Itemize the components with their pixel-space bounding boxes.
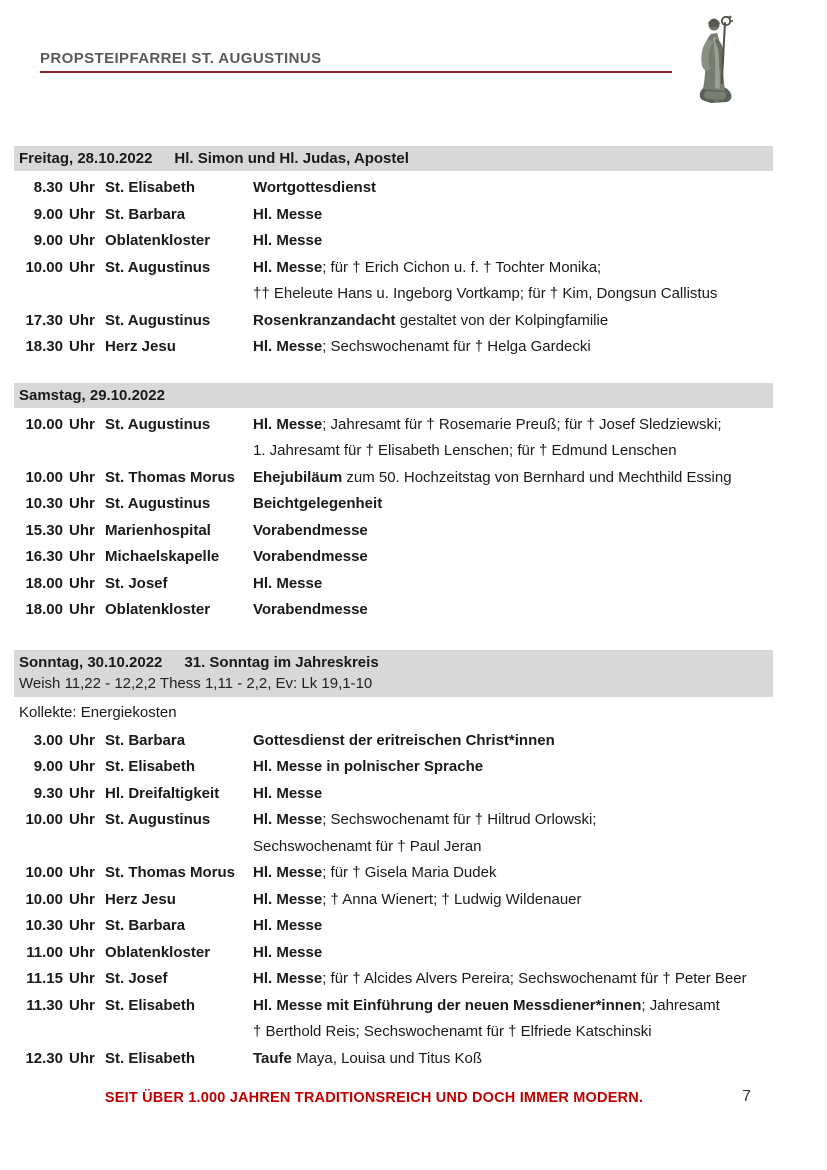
schedule-row [14, 728, 773, 755]
row-intentions: ; für † Alcides Alvers Pereira; Sechswochenamt für † Peter Beer [322, 970, 747, 987]
row-time-unit: Uhr [69, 258, 95, 276]
row-location: Herz Jesu [105, 338, 176, 355]
row-location: St. Josef [105, 574, 168, 592]
row-time [17, 281, 63, 308]
day-subtitle: Hl. Simon und Hl. Judas, Apostel [174, 150, 409, 167]
day-header-bar [14, 650, 773, 697]
day-date: Freitag, 28.10.2022 [19, 150, 153, 167]
row-time: 10.00 [25, 258, 63, 276]
row-time: 9.30 [33, 784, 63, 802]
row-service-type: Ehejubiläum [253, 468, 343, 486]
row-description [253, 491, 773, 518]
row-description [253, 807, 773, 834]
row-location [105, 281, 247, 308]
day-subtitle: 31. Sonntag im Jahreskreis [184, 653, 379, 671]
schedule-row-continuation [14, 438, 773, 465]
row-description [253, 438, 773, 465]
row-description [253, 887, 773, 914]
row-description [253, 860, 773, 887]
schedule-row [14, 1046, 773, 1073]
footer-motto: SEIT ÜBER 1.000 JAHREN TRADITIONSREICH UND DOCH IMMER MODERN. [104, 1090, 644, 1106]
row-intentions: zum 50. Hochzeitstag von Bernhard und Mechthild Essing [342, 468, 732, 486]
day-header-bar [14, 383, 773, 408]
collection-note: Kollekte: Energiekosten [19, 703, 177, 721]
row-time-unit: Uhr [69, 468, 95, 486]
row-time: 3.00 [33, 731, 63, 749]
row-location: Michaelskapelle [105, 548, 220, 565]
row-service-type: Hl. Messe [253, 415, 323, 433]
row-time-unit: Uhr [69, 205, 95, 223]
row-time-unit: Uhr [69, 890, 95, 908]
row-location: St. Elisabeth [105, 179, 196, 196]
row-location: St. Augustinus [105, 811, 211, 828]
row-time [17, 1019, 63, 1046]
row-time: 15.30 [25, 521, 63, 539]
row-time-unit: Uhr [69, 179, 95, 196]
schedule-row-continuation [14, 281, 773, 308]
row-time: 10.00 [25, 415, 63, 433]
row-time-unit [69, 281, 99, 308]
row-time: 16.30 [25, 548, 63, 565]
row-time-unit: Uhr [69, 521, 95, 539]
row-service-type: Hl. Messe [253, 864, 323, 881]
row-description [253, 544, 773, 571]
row-description [253, 281, 773, 308]
row-time: 12.30 [25, 1049, 63, 1067]
schedule-row [14, 754, 773, 781]
day-rows [14, 728, 773, 1073]
schedule-row [14, 781, 773, 808]
day-section [14, 146, 773, 361]
row-service-type: Wortgottesdienst [253, 179, 377, 196]
schedule-row [14, 940, 773, 967]
day-header-line [19, 385, 767, 406]
row-description [253, 228, 773, 255]
row-service-type: Vorabendmesse [253, 521, 368, 539]
row-service-type: Rosenkranzandacht [253, 311, 396, 329]
schedule-row [14, 571, 773, 598]
page-title: PROPSTEIPFARREI ST. AUGUSTINUS [40, 50, 322, 67]
row-time-unit: Uhr [69, 1049, 95, 1067]
row-service-type: Hl. Messe [253, 232, 323, 249]
row-time: 10.00 [25, 811, 63, 828]
row-location: Marienhospital [105, 521, 211, 539]
row-location [105, 834, 247, 861]
row-description [253, 597, 773, 624]
row-service-type: Vorabendmesse [253, 601, 368, 618]
row-service-type: Hl. Messe [253, 258, 323, 276]
row-service-type: Hl. Messe [253, 784, 323, 802]
row-intentions: ; † Anna Wienert; † Ludwig Wildenauer [322, 890, 582, 908]
row-service-type: Hl. Messe [253, 890, 323, 908]
row-service-type: Hl. Messe [253, 811, 323, 828]
row-time: 10.30 [25, 917, 63, 934]
row-description [253, 993, 773, 1020]
schedule-row [14, 175, 773, 202]
row-time: 10.00 [25, 890, 63, 908]
row-location: St. Augustinus [105, 495, 211, 512]
row-location: Herz Jesu [105, 890, 176, 908]
row-service-type: Hl. Messe mit Einführung der neuen Messdiener*innen [253, 996, 642, 1014]
schedule-row [14, 544, 773, 571]
row-service-type: Beichtgelegenheit [253, 495, 383, 512]
row-description-text: 1. Jahresamt für † Elisabeth Lenschen; für † Edmund Lenschen [253, 442, 677, 459]
schedule-row [14, 518, 773, 545]
row-time: 17.30 [25, 311, 63, 329]
row-description [253, 1019, 773, 1046]
row-time [17, 834, 63, 861]
schedule-row [14, 202, 773, 229]
row-time [17, 438, 63, 465]
row-time-unit: Uhr [69, 415, 95, 433]
row-location: St. Thomas Morus [105, 864, 236, 881]
row-location: St. Augustinus [105, 415, 211, 433]
schedule-row [14, 465, 773, 492]
row-time-unit: Uhr [69, 731, 95, 749]
day-section [14, 383, 773, 624]
row-time-unit: Uhr [69, 917, 95, 934]
schedule-row [14, 308, 773, 335]
row-time-unit: Uhr [69, 996, 95, 1014]
schedule-row [14, 913, 773, 940]
schedule-row [14, 491, 773, 518]
row-time-unit: Uhr [69, 864, 95, 881]
day-header-line [19, 148, 767, 169]
schedule-row [14, 334, 773, 361]
row-time: 8.30 [33, 179, 63, 196]
day-date: Sonntag, 30.10.2022 [19, 653, 163, 671]
day-readings: Weish 11,22 - 12,2,2 Thess 1,11 - 2,2, Ev: Lk 19,1-10 [19, 674, 373, 692]
row-time-unit [69, 834, 99, 861]
row-location: St. Elisabeth [105, 996, 196, 1014]
row-description [253, 202, 773, 229]
row-time: 9.00 [33, 232, 63, 249]
row-intentions: ; Jahresamt für † Rosemarie Preuß; für † Josef Sledziewski; [322, 415, 722, 433]
day-rows [14, 175, 773, 361]
schedule-row [14, 255, 773, 282]
row-intentions: gestaltet von der Kolpingfamilie [395, 311, 609, 329]
row-time-unit [69, 438, 99, 465]
row-service-type: Hl. Messe in polnischer Sprache [253, 758, 484, 775]
row-location: St. Elisabeth [105, 1049, 196, 1067]
page-number: 7 [742, 1088, 751, 1105]
row-description [253, 308, 773, 335]
row-description [253, 728, 773, 755]
row-intentions: ; Jahresamt [641, 996, 720, 1014]
row-service-type: Hl. Messe [253, 917, 323, 934]
row-time: 18.00 [25, 601, 63, 618]
row-service-type: Vorabendmesse [253, 548, 368, 565]
row-service-type: Hl. Messe [253, 970, 323, 987]
row-service-type: Hl. Messe [253, 943, 323, 961]
day-date: Samstag, 29.10.2022 [19, 386, 165, 404]
row-description [253, 913, 773, 940]
row-description [253, 255, 773, 282]
row-description [253, 940, 773, 967]
row-service-type: Hl. Messe [253, 574, 323, 592]
schedule-row-continuation [14, 1019, 773, 1046]
schedule-row [14, 412, 773, 439]
row-intentions: ; Sechswochenamt für † Hiltrud Orlowski; [322, 811, 597, 828]
row-time-unit [69, 1019, 99, 1046]
row-intentions: ; Sechswochenamt für † Helga Gardecki [322, 338, 591, 355]
row-time-unit: Uhr [69, 943, 95, 961]
row-location: St. Barbara [105, 731, 186, 749]
row-time: 10.00 [25, 864, 63, 881]
row-description [253, 834, 773, 861]
schedule-row [14, 966, 773, 993]
row-description [253, 175, 773, 202]
row-time-unit: Uhr [69, 601, 95, 618]
row-location: St. Elisabeth [105, 758, 196, 775]
row-time: 10.00 [25, 468, 63, 486]
row-location [105, 1019, 247, 1046]
row-description [253, 465, 773, 492]
header [40, 50, 672, 73]
row-description-text: †† Eheleute Hans u. Ingeborg Vortkamp; für † Kim, Dongsun Callistus [253, 285, 718, 302]
schedule-row [14, 887, 773, 914]
row-time: 18.00 [25, 574, 63, 592]
row-time-unit: Uhr [69, 574, 95, 592]
row-description [253, 781, 773, 808]
schedule-row [14, 228, 773, 255]
row-description [253, 966, 773, 993]
row-location: Oblatenkloster [105, 232, 211, 249]
schedule-row-continuation [14, 834, 773, 861]
schedule-row [14, 807, 773, 834]
augustinus-statue-icon [687, 12, 747, 108]
day-section [14, 650, 773, 1073]
day-rows [14, 412, 773, 624]
schedule-row [14, 993, 773, 1020]
row-location: St. Augustinus [105, 311, 211, 329]
row-service-type: Hl. Messe [253, 205, 323, 223]
row-description [253, 412, 773, 439]
schedule-row [14, 597, 773, 624]
row-service-type: Taufe [253, 1049, 292, 1067]
row-description [253, 1046, 773, 1073]
row-description-text: † Berthold Reis; Sechswochenamt für † Elfriede Katschinski [253, 1023, 652, 1040]
row-time: 11.00 [26, 943, 63, 961]
row-location: Oblatenkloster [105, 601, 211, 618]
row-time: 10.30 [25, 495, 63, 512]
row-location: St. Barbara [105, 917, 186, 934]
row-time: 9.00 [33, 758, 63, 775]
day-header-bar [14, 146, 773, 171]
row-time-unit: Uhr [69, 970, 95, 987]
row-time: 11.15 [26, 970, 63, 987]
row-location [105, 438, 247, 465]
row-location: St. Thomas Morus [105, 468, 236, 486]
row-time-unit: Uhr [69, 758, 95, 775]
row-time-unit: Uhr [69, 548, 95, 565]
row-location: St. Augustinus [105, 258, 211, 276]
row-time: 18.30 [25, 338, 63, 355]
row-time-unit: Uhr [69, 811, 95, 828]
row-description-text: Sechswochenamt für † Paul Jeran [253, 837, 482, 855]
row-service-type: Gottesdienst der eritreischen Christ*innen [253, 731, 555, 749]
row-location: Oblatenkloster [105, 943, 211, 961]
row-location: Hl. Dreifaltigkeit [105, 784, 220, 802]
row-intentions: Maya, Louisa und Titus Koß [291, 1049, 483, 1067]
row-intentions: ; für † Erich Cichon u. f. † Tochter Monika; [322, 258, 602, 276]
row-time: 9.00 [33, 205, 63, 223]
row-description [253, 571, 773, 598]
row-description [253, 334, 773, 361]
row-description [253, 518, 773, 545]
row-time-unit: Uhr [69, 232, 95, 249]
schedule-row [14, 860, 773, 887]
row-service-type: Hl. Messe [253, 338, 323, 355]
row-intentions: ; für † Gisela Maria Dudek [322, 864, 497, 881]
row-location: St. Josef [105, 970, 168, 987]
row-time-unit: Uhr [69, 338, 95, 355]
row-location: St. Barbara [105, 205, 186, 223]
schedule [14, 146, 773, 1094]
day-header-line [19, 652, 767, 673]
row-time-unit: Uhr [69, 784, 95, 802]
row-time: 11.30 [26, 996, 63, 1014]
row-time-unit: Uhr [69, 311, 95, 329]
row-time-unit: Uhr [69, 495, 95, 512]
row-description [253, 754, 773, 781]
